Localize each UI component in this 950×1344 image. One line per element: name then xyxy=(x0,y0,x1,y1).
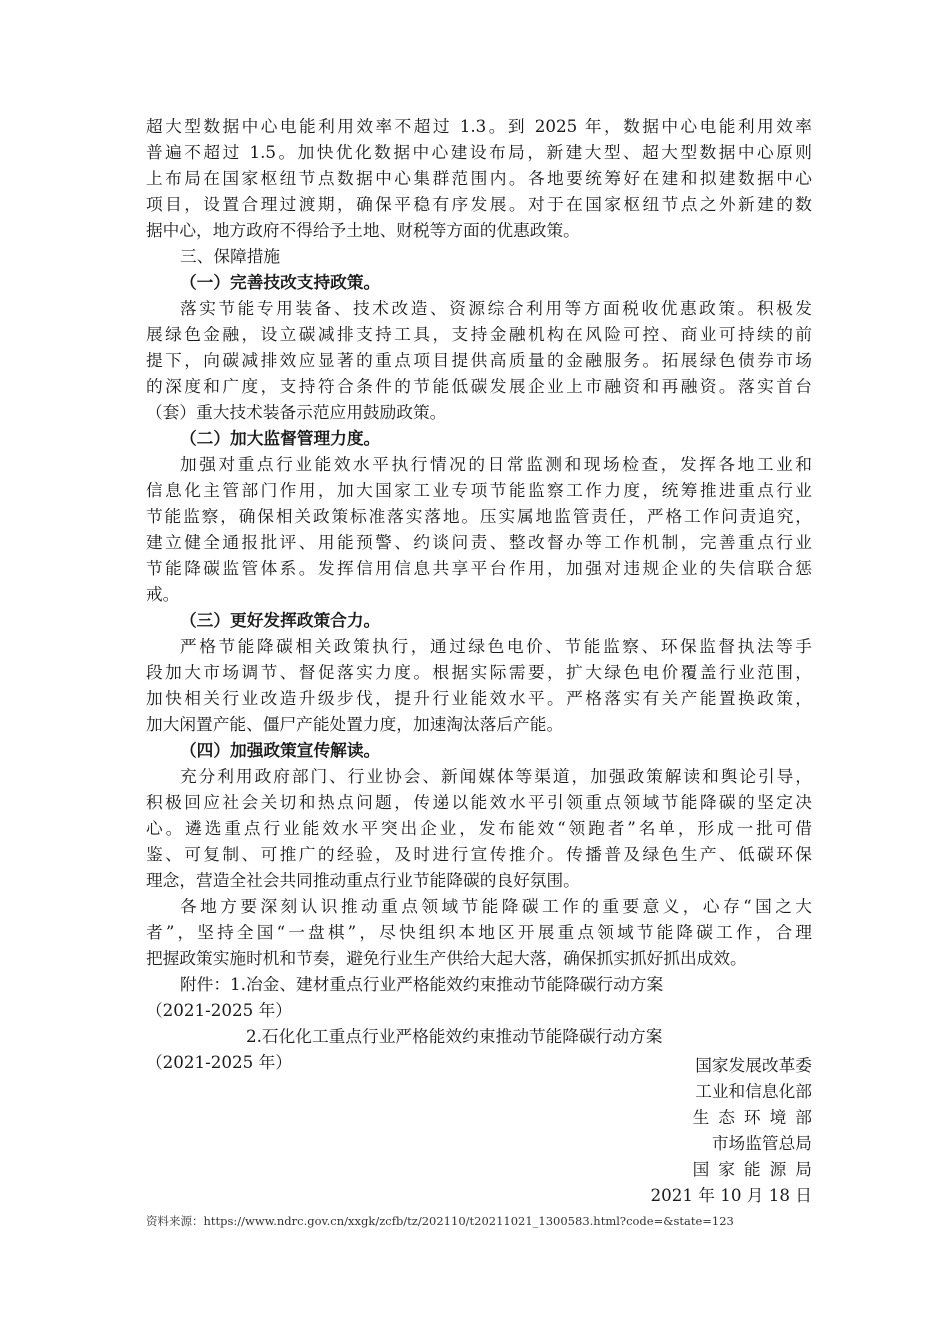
paragraph-line: 充分利用政府部门、行业协会、新闻媒体等渠道，加强政策解读和舆论引导， xyxy=(180,766,812,786)
closing-line: 各地方要深刻认识推动重点领域节能降碳工作的重要意义，心存“国之大 xyxy=(180,896,812,916)
paragraph-line: 段加大市场调节、督促落实力度。根据实际需要，扩大绿色电价覆盖行业范围， xyxy=(146,662,812,682)
document-date: 2021 年 10 月 18 日 xyxy=(650,1185,812,1205)
paragraph-line: 展绿色金融，设立碳减排支持工具，支持金融机构在风险可控、商业可持续的前 xyxy=(146,324,812,344)
attachment-1-years: （2021-2025 年） xyxy=(146,1000,292,1020)
closing-line: 者”，坚持全国“一盘棋”，尽快组织本地区开展重点领域节能降碳工作，合理 xyxy=(146,922,812,942)
subsection-title-3: （三）更好发挥政策合力。 xyxy=(180,610,381,630)
body-line: 项目，设置合理过渡期，确保平稳有序发展。对于在国家枢纽节点之外新建的数 xyxy=(146,194,812,214)
paragraph-line: 信息化主管部门作用，加大国家工业专项节能监察工作力度，统筹推进重点行业 xyxy=(146,480,812,500)
attachment-1: 附件：1.冶金、建材重点行业严格能效约束推动节能降碳行动方案 xyxy=(180,974,664,994)
body-line: 超大型数据中心电能利用效率不超过 1.3。到 2025 年，数据中心电能利用效率 xyxy=(146,116,812,136)
body-line: 上布局在国家枢纽节点数据中心集群范围内。各地要统筹好在建和拟建数据中心 xyxy=(146,168,812,188)
subsection-title-2: （二）加大监督管理力度。 xyxy=(180,428,381,448)
attachment-2-years: （2021-2025 年） xyxy=(146,1052,292,1072)
paragraph-line: 心。遴选重点行业能效水平突出企业，发布能效“领跑者”名单，形成一批可借 xyxy=(146,818,812,838)
paragraph-line: 戒。 xyxy=(146,584,180,604)
document-body xyxy=(146,113,812,1075)
signatory: 工业和信息化部 xyxy=(695,1081,812,1101)
paragraph-line: 理念，营造全社会共同推动重点行业节能降碳的良好氛围。 xyxy=(146,870,580,890)
paragraph-line: 的深度和广度，支持符合条件的节能低碳发展企业上市融资和再融资。落实首台 xyxy=(146,376,812,396)
paragraph-line: 落实节能专用装备、技术改造、资源综合利用等方面税收优惠政策。积极发 xyxy=(180,298,812,318)
signatory: 市场监管总局 xyxy=(711,1133,812,1153)
signatory: 生态环境部 xyxy=(692,1107,821,1127)
body-line: 据中心，地方政府不得给予土地、财税等方面的优惠政策。 xyxy=(146,220,580,240)
source-reference: 资料来源：https://www.ndrc.gov.cn/xxgk/zcfb/tz/202110/t20211021_1300583.html?code=&state=123 xyxy=(146,1214,734,1228)
signature-block xyxy=(650,1052,821,1208)
paragraph-line: 严格节能降碳相关政策执行，通过绿色电价、节能监察、环保监督执法等手 xyxy=(180,636,812,656)
attachment-2: 2.石化化工重点行业严格能效约束推动节能降碳行动方案 xyxy=(246,1026,663,1046)
subsection-title-1: （一）完善技改支持政策。 xyxy=(180,272,381,292)
signatory: 国家发展改革委 xyxy=(695,1055,812,1075)
paragraph-line: 建立健全通报批评、用能预警、约谈问责、整改督办等工作机制，完善重点行业 xyxy=(146,532,812,552)
paragraph-line: 节能监察，确保相关政策标准落实落地。压实属地监管责任，严格工作问责追究， xyxy=(146,506,812,526)
body-line: 普遍不超过 1.5。加快优化数据中心建设布局，新建大型、超大型数据中心原则 xyxy=(146,142,812,162)
paragraph-line: 鉴、可复制、可推广的经验，及时进行宣传推介。传播普及绿色生产、低碳环保 xyxy=(146,844,812,864)
paragraph-line: 加快相关行业改造升级步伐，提升行业能效水平。严格落实有关产能置换政策， xyxy=(146,688,812,708)
paragraph-line: 加大闲置产能、僵尸产能处置力度，加速淘汰落后产能。 xyxy=(146,714,564,734)
paragraph-line: 加强对重点行业能效水平执行情况的日常监测和现场检查，发挥各地工业和 xyxy=(180,454,812,474)
subsection-title-4: （四）加强政策宣传解读。 xyxy=(180,740,381,760)
paragraph-line: 节能降碳监管体系。发挥信用信息共享平台作用，加强对违规企业的失信联合惩 xyxy=(146,558,812,578)
section-heading: 三、保障措施 xyxy=(180,246,281,266)
closing-line: 把握政策实施时机和节奏，避免行业生产供给大起大落，确保抓实抓好抓出成效。 xyxy=(146,948,747,968)
signatory: 国家能源局 xyxy=(692,1159,821,1179)
paragraph-line: 积极回应社会关切和热点问题，传递以能效水平引领重点领域节能降碳的坚定决 xyxy=(146,792,812,812)
paragraph-line: 提下，向碳减排效应显著的重点项目提供高质量的金融服务。拓展绿色债券市场 xyxy=(146,350,812,370)
paragraph-line: （套）重大技术装备示范应用鼓励政策。 xyxy=(146,402,447,422)
